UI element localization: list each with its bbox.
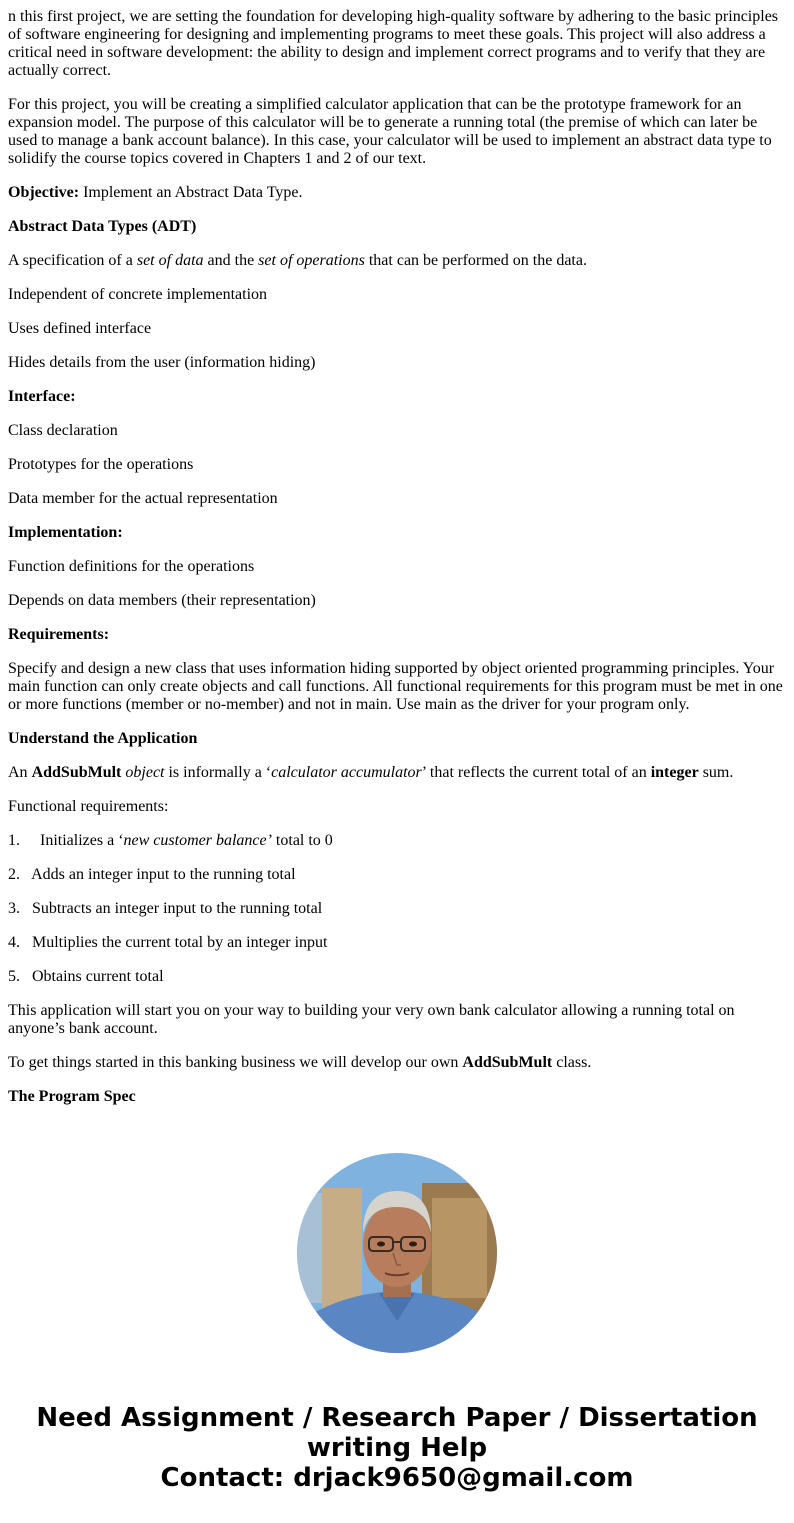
program-spec-heading: The Program Spec xyxy=(8,1088,136,1105)
promo-contact-line: Contact: drjack9650@gmail.com xyxy=(160,1463,634,1493)
promo-line-2: writing Help xyxy=(306,1433,488,1463)
functional-item: 2. Adds an integer input to the running total xyxy=(8,866,296,883)
objective-text: Implement an Abstract Data Type. xyxy=(79,184,303,201)
adt-definition: A specification of a set of data and the set of operations that can be performed on the data. xyxy=(8,252,587,269)
functional-requirements-label: Functional requirements: xyxy=(8,798,169,815)
article-body xyxy=(8,0,786,1122)
implementation-heading: Implementation: xyxy=(8,524,123,541)
interface-point: Data member for the actual representation xyxy=(8,490,278,507)
promo-line-1: Need Assignment / Research Paper / Dissertation xyxy=(36,1403,758,1433)
get-started-line: To get things started in this banking business we will develop our own AddSubMult class. xyxy=(8,1054,592,1071)
understand-heading: Understand the Application xyxy=(8,730,198,747)
adt-point: Hides details from the user (information hiding) xyxy=(8,354,316,371)
functional-item: 5. Obtains current total xyxy=(8,968,164,985)
objective-line xyxy=(8,184,786,202)
avatar xyxy=(297,1153,497,1353)
adt-point: Uses defined interface xyxy=(8,320,152,337)
project-description-paragraph: For this project, you will be creating a simplified calculator application that can be the prototype framework for an expansion model. The purpose of this calculator will be to generate a running total (the premise of which can later be used to manage a bank account balance). In this case, your calculator will be used to implement an abstract data type to solidify the course topics covered in Chapters 1 and 2 of our text. xyxy=(8,96,772,167)
functional-item: 4. Multiplies the current total by an integer input xyxy=(8,934,328,951)
requirements-paragraph: Specify and design a new class that uses information hiding supported by object oriented programming principles. Your main function can only create objects and call functions. All functional requirements for this program must be met in one or more functions (member or no-member) and not in main. Use main as the driver for your program only. xyxy=(8,660,783,713)
functional-item: 1. Initializes a ‘new customer balance’ total to 0 xyxy=(8,832,333,849)
interface-heading: Interface: xyxy=(8,388,76,405)
intro-paragraph: n this first project, we are setting the foundation for developing high-quality software by adhering to the basic principles of software engineering for designing and implementing programs to meet these goals. This project will also address a critical need in software development: the ability to design and implement correct programs and to verify that they are actually correct. xyxy=(8,8,779,79)
adt-heading: Abstract Data Types (ADT) xyxy=(8,218,197,235)
avatar-portrait-image xyxy=(297,1153,497,1353)
interface-point: Prototypes for the operations xyxy=(8,456,194,473)
implementation-point: Depends on data members (their representation) xyxy=(8,592,316,609)
requirements-heading: Requirements: xyxy=(8,626,110,643)
implementation-point: Function definitions for the operations xyxy=(8,558,255,575)
interface-point: Class declaration xyxy=(8,422,118,439)
objective-label: Objective: xyxy=(8,184,80,201)
promo-banner xyxy=(0,1403,794,1493)
addsubmult-description: An AddSubMult object is informally a ‘calculator accumulator’ that reflects the current total of an integer sum. xyxy=(8,764,734,781)
adt-point: Independent of concrete implementation xyxy=(8,286,268,303)
bank-calculator-paragraph: This application will start you on your way to building your very own bank calculator allowing a running total on anyone’s bank account. xyxy=(8,1002,735,1037)
functional-item: 3. Subtracts an integer input to the running total xyxy=(8,900,323,917)
